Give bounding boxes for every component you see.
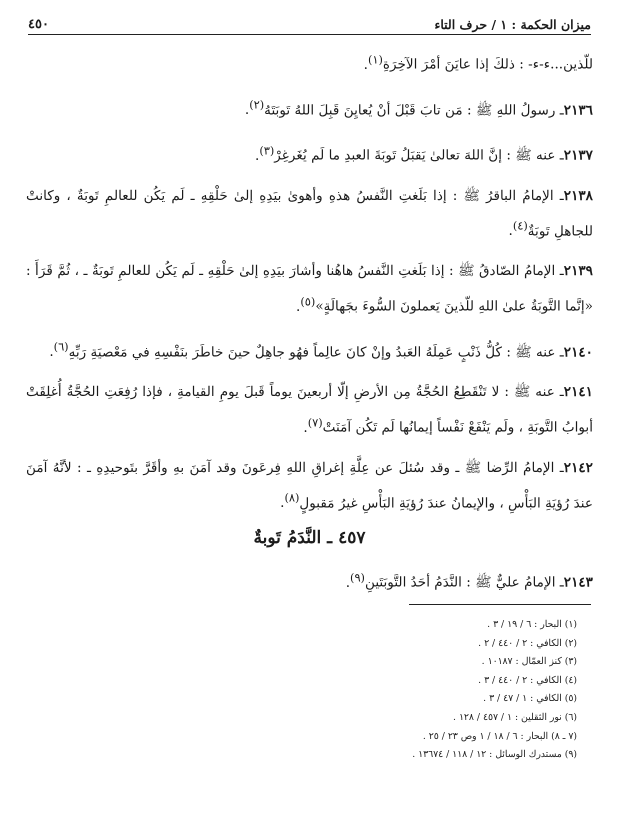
footnote-ref: (٨) [284,490,300,505]
paragraph-0: للّذين...ء-ء- : ذلكَ إذا عايَنَ أمْرَ الآخِرَةِ$^{(١)}$. [363,52,593,73]
paragraph-2138: ٢١٣٨ـ الإمامُ الباقرُ ﷺ : إذا بَلَغتِ النَّفسُ هذهِ وأهوىٰ بيَدِهِ إلىٰ حَلْقِهِ ـ لَم يَكُن للعالمِ تَوبَةٌ ، وكانتْ للجاهلِ تَوبَةٌ$^{(٤)}$. [26,187,593,240]
hadith-text: ـ الإمامُ الرِّضا ﷺ ـ وقد سُئلَ عن عِلَّةِ إغراقِ اللهِ فِرعَونَ وقد آمَنَ بهِ وأقَرَّ بتَوحيدِهِ ـ : لأنَّهُ آمَنَ عندَ رُؤيَةِ البَأْسِ ، والإيمانُ عندَ رُؤيَةِ البَأْسِ غيرُ مَقبولٍ [26,459,593,512]
hadith-number: ٢١٣٩ [563,263,593,280]
paragraph-2142: ٢١٤٢ـ الإمامُ الرِّضا ﷺ ـ وقد سُئلَ عن عِلَّةِ إغراقِ اللهِ فِرعَونَ وقد آمَنَ بهِ وأقَرَّ بتَوحيدِهِ ـ : لأنَّهُ آمَنَ عندَ رُؤيَةِ البَأْسِ ، والإيمانُ عندَ رُؤيَةِ البَأْسِ غيرُ مَقبولٍ$^{(٨)}$. [26,459,593,512]
footnotes [120,616,577,765]
hadith-number: ٢١٣٦ [563,102,593,119]
footnote-item: (٢) الكافي : ٢ / ٤٤٠ / ٢ . [478,637,577,649]
hadith-text: ـ الإمامُ الباقرُ ﷺ : إذا بَلَغتِ النَّفسُ هذهِ وأهوىٰ بيَدِهِ إلىٰ حَلْقِهِ ـ لَم يَكُن للعالمِ تَوبَةٌ ، وكانتْ للجاهلِ تَوبَةٌ [26,187,593,240]
footnote-ref: (٩) [350,570,365,585]
footnote-ref: (٥) [300,294,316,309]
footnote-ref: (٦) [53,339,69,354]
running-title: ميزان الحكمة : ١ / حرف التاء [434,17,591,32]
hadith-number: ٢١٤١ [563,384,593,401]
footnote-item: (٣) كنز العمّال : ١٠١٨٧ . [481,656,577,668]
footnote-ref: (٣) [259,143,275,158]
footnote-divider [409,604,591,605]
hadith-text: ـ عنه ﷺ : لا تَنْقَطِعُ الحُجَّةُ مِن الأرضِ إلّا أربعينَ يوماً قَبلَ يومِ القيامةِ ، فإذا رُفِعَتِ الحُجَّةُ أُغلِقَتْ أبوابُ التَّوبَةِ ، ولَم يَنْفَعْ نَفْساً إيمانُها لَم تَكُن آمَنَتْ [26,384,593,436]
footnote-ref: (٧) [307,415,323,430]
hadith-number: ٢١٣٧ [563,147,593,164]
footnote-item: (٩) مستدرك الوسائل : ١٢ / ١١٨ / ١٣٦٧٤ . [412,749,577,761]
hadith-number: ٢١٤٢ [563,459,593,476]
hadith-number: ٢١٤٠ [563,344,593,361]
paragraph-2140: ٢١٤٠ـ عنه ﷺ : كُلُّ ذَنْبٍ عَمِلَهُ العَبدُ وإنْ كانَ عالِماً فهُو جاهِلٌ حينَ خاطَرَ بنَفْسِهِ في مَعْصيَةِ رَبِّهِ$^{(٦)}$. [49,339,593,361]
hadith-number: ٢١٤٣ [563,574,593,591]
footnote-ref: (٤) [512,218,528,233]
paragraph-2136: ٢١٣٦ـ رسولُ اللهِ ﷺ : مَن تابَ قَبْلَ أنْ يُعايِنَ قَبِلَ اللهُ تَوبَتَهُ$^{(٢)}$. [244,97,593,119]
hadith-text: ـ الإمامُ الصّادقُ ﷺ : إذا بَلَغتِ النَّفسُ هاهُنا وأشارَ بيَدِهِ إلىٰ حَلْقِهِ ـ لَم يَكُن للعالمِ تَوبَةٌ ـ ، ثُمَّ قَرَأَ : «إنَّما التَّوبَةُ علىٰ اللهِ للّذينَ يَعملونَ السُّوءَ بجَهالَةٍ» [26,263,593,315]
hadith-text: ـ عنه ﷺ : كُلُّ ذَنْبٍ عَمِلَهُ العَبدُ وإنْ كانَ عالِماً فهُو جاهِلٌ حينَ خاطَرَ بنَفْسِهِ في مَعْصيَةِ رَبِّهِ [68,344,564,361]
section-heading: ٤٥٧ ـ النَّدَمُ تَوبةٌ [253,528,366,549]
page-number: ٤٥٠ [28,17,49,32]
paragraph-2139: ٢١٣٩ـ الإمامُ الصّادقُ ﷺ : إذا بَلَغتِ النَّفسُ هاهُنا وأشارَ بيَدِهِ إلىٰ حَلْقِهِ ـ لَم يَكُن للعالمِ تَوبَةٌ ـ ، ثُمَّ قَرَأَ : «إنَّما التَّوبَةُ علىٰ اللهِ للّذينَ يَعملونَ السُّوءَ بجَهالَةٍ»$^{(٥)}$. [26,263,593,315]
page-header [28,8,591,35]
hadith-number: ٢١٣٨ [563,187,593,204]
hadith-text: ـ عنه ﷺ : إنَّ اللهَ تعالىٰ يَقبَلُ تَوبَةَ العبدِ ما لَم يُغَرغِرْ [274,147,564,164]
footnote-item: (٥) الكافي : ١ / ٤٧ / ٣ . [483,693,577,705]
footnote-ref: (٢) [249,97,265,112]
main-text [26,44,593,608]
footnote-ref: (١) [367,52,383,66]
footnote-item: (٤) الكافي : ٢ / ٤٤٠ / ٣ . [478,674,577,686]
footnote-item: (١) البحار : ٦ / ١٩ / ٣ . [487,619,577,630]
paragraph-2141: ٢١٤١ـ عنه ﷺ : لا تَنْقَطِعُ الحُجَّةُ مِن الأرضِ إلّا أربعينَ يوماً قَبلَ يومِ القيامةِ ، فإذا رُفِعَتِ الحُجَّةُ أُغلِقَتْ أبوابُ التَّوبَةِ ، ولَم يَنْفَعْ نَفْساً إيمانُها لَم تَكُن آمَنَتْ$^{(٧)}$. [26,384,593,436]
hadith-text: ـ رسولُ اللهِ ﷺ : مَن تابَ قَبْلَ أنْ يُعايِنَ قَبِلَ اللهُ تَوبَتَهُ [264,102,564,119]
footnote-item: (٦) نور الثقلين : ١ / ٤٥٧ / ١٢٨ . [453,711,577,723]
paragraph-2143: ٢١٤٣ـ الإمامُ عليٌّ ﷺ : النَّدَمُ أحَدُ التَّوبَتَينِ$^{(٩)}$. [345,570,593,591]
paragraph-2137: ٢١٣٧ـ عنه ﷺ : إنَّ اللهَ تعالىٰ يَقبَلُ تَوبَةَ العبدِ ما لَم يُغَرغِرْ$^{(٣)}$. [255,143,593,164]
footnote-item: (٧ ـ ٨) البحار : ٦ / ١٨ / ١ وص ٢٣ / ٢٥ . [422,730,577,742]
hadith-text: ـ الإمامُ عليٌّ ﷺ : النَّدَمُ أحَدُ التَّوبَتَينِ [364,574,564,591]
